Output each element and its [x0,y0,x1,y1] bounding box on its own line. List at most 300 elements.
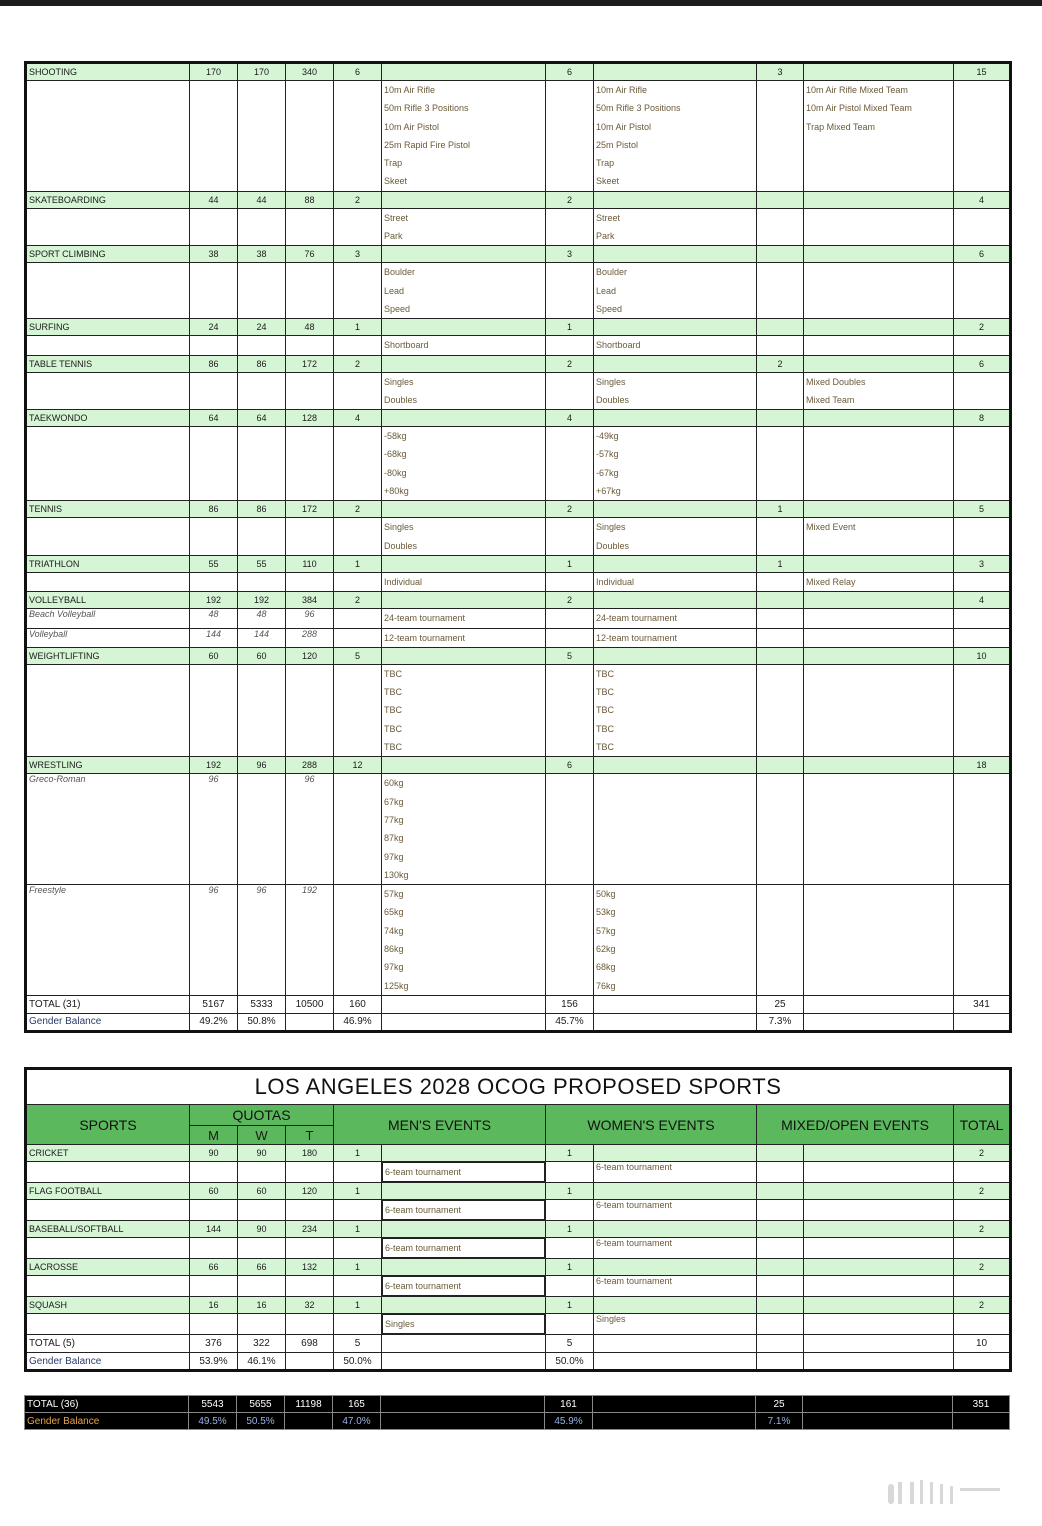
blank-cell [382,501,546,518]
total-label: TOTAL (31) [26,995,190,1013]
event-item: 130kg [384,869,409,880]
event-item: Shortboard [384,340,429,351]
la-total-events: 10 [954,1335,1011,1353]
la-gender-women-events: 50.0% [546,1353,594,1371]
event-item: TBC [384,668,402,679]
sport-total-events: 2 [954,1297,1011,1314]
blank-cell [286,1200,334,1221]
mixed-event-count [757,410,804,427]
blank-cell [954,1238,1011,1259]
blank-cell [954,572,1011,591]
blank-cell [804,1183,954,1200]
blank-cell [757,628,804,647]
blank-cell [334,1238,382,1259]
men-quota: 44 [190,191,238,208]
men-event-count: 1 [334,1297,382,1314]
total-quota: 180 [286,1145,334,1162]
blank-cell [334,208,382,246]
mixed-events-list [804,518,954,556]
blank-cell [954,518,1011,556]
event-item: Trap [384,158,403,169]
women-event-count: 1 [546,1221,594,1238]
grand-total-women-quota: 5655 [237,1396,285,1413]
event-item: Singles [384,522,414,533]
blank-cell [804,1200,954,1221]
women-quota: 16 [238,1297,286,1314]
la-total-women-events: 5 [546,1335,594,1353]
sport-total-events: 2 [954,1183,1011,1200]
mixed-events-list [804,628,954,647]
discipline-men-quota [190,572,238,591]
event-item: 25m Rapid Fire Pistol [384,139,471,150]
discipline-women-quota [238,263,286,319]
men-events-list [382,518,546,556]
blank-cell [546,372,594,410]
women-event-count: 6 [546,757,594,774]
blank-cell [382,757,546,774]
header-t: T [286,1126,334,1145]
la2028-table-title: LOS ANGELES 2028 OCOG PROPOSED SPORTS [26,1069,1011,1105]
event-item: Doubles [384,394,418,405]
mixed-event-count [757,647,804,664]
men-events-list [382,263,546,319]
blank-cell [382,1297,546,1314]
women-event-count: 4 [546,410,594,427]
discipline-row [26,263,1011,319]
sport-name: FLAG FOOTBALL [26,1183,190,1200]
sport-row [26,319,1011,336]
blank-cell [757,372,804,410]
blank-cell [757,1145,804,1162]
mixed-event-count [757,757,804,774]
sport-name: SURFING [26,319,190,336]
header-m: M [190,1126,238,1145]
discipline-men-quota: 96 [190,885,238,996]
gender-men-quota: 49.2% [190,1013,238,1031]
men-quota: 38 [190,246,238,263]
women-event: 6-team tournament [594,1200,757,1221]
blank-cell [757,208,804,246]
blank-cell [804,1162,954,1183]
total-events: 341 [954,995,1011,1013]
total-quota: 288 [286,757,334,774]
men-event-count: 1 [334,1145,382,1162]
event-item: 77kg [384,814,404,825]
women-events-list [594,774,757,885]
total-quota: 76 [286,246,334,263]
men-event-count: 2 [334,501,382,518]
mixed-event-count [757,246,804,263]
event-item: Park [384,231,403,242]
grand-total-row [25,1396,1010,1413]
men-event-count: 6 [334,63,382,81]
men-quota: 192 [190,757,238,774]
event-item: Singles [596,376,626,387]
blank-cell [594,757,757,774]
event-item: 62kg [596,943,616,954]
men-event-count: 12 [334,757,382,774]
blank-cell [546,1276,594,1297]
event-item: 68kg [596,962,616,973]
blank-cell [804,1276,954,1297]
blank-cell [954,263,1011,319]
discipline-men-quota [190,518,238,556]
men-quota: 144 [190,1221,238,1238]
women-event: 6-team tournament [594,1238,757,1259]
women-events-list [594,518,757,556]
blank-cell [954,1162,1011,1183]
blank-cell [334,628,382,647]
mixed-events-list [804,208,954,246]
sport-row [26,410,1011,427]
discipline-total-quota: 288 [286,628,334,647]
event-item: -67kg [596,467,619,478]
blank-cell [757,427,804,501]
event-item: 86kg [384,943,404,954]
blank-cell [804,592,954,609]
women-event-count: 2 [546,501,594,518]
total-quota: 234 [286,1221,334,1238]
discipline-women-quota [238,81,286,192]
women-event-count: 5 [546,647,594,664]
la-total-men-events: 5 [334,1335,382,1353]
event-item: TBC [384,705,402,716]
mixed-events-list [804,609,954,628]
men-event: 6-team tournament [382,1276,545,1296]
sport-total-events: 3 [954,555,1011,572]
la-sport-row [26,1145,1011,1162]
women-quota: 66 [238,1259,286,1276]
discipline-name [26,208,190,246]
blank-cell [954,628,1011,647]
blank-cell [954,885,1011,996]
blank-cell [286,1314,334,1335]
blank-cell [238,1200,286,1221]
blank-cell [594,1297,757,1314]
men-event-count: 5 [334,647,382,664]
mixed-events-list [804,885,954,996]
sports-table-body [26,63,1011,996]
men-events-list [382,336,546,355]
blank-cell [954,664,1011,756]
la-event-row [26,1238,1011,1259]
event-item: Trap [596,158,615,169]
la-event-row [26,1276,1011,1297]
women-event: 6-team tournament [594,1276,757,1297]
men-quota: 86 [190,355,238,372]
gender-balance-row [26,1013,1011,1031]
mixed-events-list [804,372,954,410]
men-event-count: 1 [334,1221,382,1238]
event-item: 57kg [596,925,616,936]
blank-cell [382,63,546,81]
discipline-women-quota [238,372,286,410]
sport-name: SPORT CLIMBING [26,246,190,263]
blank-cell [286,1238,334,1259]
discipline-men-quota [190,81,238,192]
blank-cell [190,1238,238,1259]
grand-total-label: TOTAL (36) [25,1396,189,1413]
blank-cell [594,246,757,263]
discipline-women-quota: 48 [238,609,286,628]
blank-cell [757,1238,804,1259]
men-quota: 16 [190,1297,238,1314]
mixed-event-count [757,319,804,336]
event-item: -57kg [596,449,619,460]
blank-cell [546,885,594,996]
sport-name: TRIATHLON [26,555,190,572]
sport-total-events: 4 [954,592,1011,609]
women-events-list [594,372,757,410]
blank-cell [804,555,954,572]
header-sports: SPORTS [26,1105,190,1145]
gender-women-events: 45.7% [546,1013,594,1031]
blank-cell [382,191,546,208]
women-quota: 60 [238,647,286,664]
women-event-count: 2 [546,592,594,609]
discipline-row [26,609,1011,628]
blank-cell [804,355,954,372]
sport-total-events: 10 [954,647,1011,664]
blank-cell [804,246,954,263]
sport-total-events: 5 [954,501,1011,518]
total-quota: 120 [286,647,334,664]
sport-total-events: 2 [954,1145,1011,1162]
mixed-events-list [804,664,954,756]
blank-cell [26,1162,190,1183]
discipline-men-quota [190,427,238,501]
blank-cell [382,355,546,372]
men-events-list [382,774,546,885]
la-total-men-quota: 376 [190,1335,238,1353]
discipline-name [26,427,190,501]
blank-cell [804,1145,954,1162]
mixed-events-list [804,263,954,319]
blank-cell [382,319,546,336]
blank-cell [757,609,804,628]
total-quota: 48 [286,319,334,336]
la-total-quota: 698 [286,1335,334,1353]
men-quota: 90 [190,1145,238,1162]
sports-table [24,61,1012,1033]
women-quota: 55 [238,555,286,572]
blank-cell [954,208,1011,246]
event-item: TBC [596,668,614,679]
la-event-row [26,1162,1011,1183]
total-quota: 132 [286,1259,334,1276]
discipline-name [26,81,190,192]
discipline-men-quota [190,208,238,246]
blank-cell [286,1162,334,1183]
blank-cell [334,885,382,996]
sport-total-events: 15 [954,63,1011,81]
sport-total-events: 4 [954,191,1011,208]
event-item: Street [596,212,621,223]
la-gender-balance-label: Gender Balance [26,1353,190,1371]
blank-cell [334,609,382,628]
header-mens-events: MEN'S EVENTS [334,1105,546,1145]
blank-cell [757,1276,804,1297]
blank-cell [382,592,546,609]
total-quota: 128 [286,410,334,427]
event-item: Skeet [384,176,408,187]
discipline-name: Volleyball [26,628,190,647]
total-quota: 88 [286,191,334,208]
grand-total-table [24,1395,1010,1430]
men-events-list [382,664,546,756]
event-item: TBC [384,723,402,734]
grand-total-women-events: 161 [545,1396,593,1413]
sport-row [26,757,1011,774]
blank-cell [334,1276,382,1297]
blank-cell [757,1221,804,1238]
la2028-proposed-sports-table [24,1067,1012,1372]
women-events-list [594,664,757,756]
blank-cell [334,1162,382,1183]
women-event: 6-team tournament [594,1162,757,1183]
women-quota: 90 [238,1221,286,1238]
men-events-list [382,609,546,628]
blank-cell [334,372,382,410]
grand-total-quota: 11198 [285,1396,333,1413]
event-item: -68kg [384,449,407,460]
grand-gender-men-events: 47.0% [333,1413,381,1430]
event-item: 60kg [384,778,404,789]
blank-cell [804,501,954,518]
total-women-quota: 5333 [238,995,286,1013]
event-item: 10m Air Pistol [384,121,440,132]
sport-name: WEIGHTLIFTING [26,647,190,664]
men-quota: 55 [190,555,238,572]
event-item: 87kg [384,833,404,844]
discipline-total-quota [286,336,334,355]
la-gender-men-quota: 53.9% [190,1353,238,1371]
blank-cell [334,572,382,591]
blank-cell [334,518,382,556]
women-events-list [594,81,757,192]
mixed-event-count: 3 [757,63,804,81]
women-event-count: 1 [546,1259,594,1276]
men-events-list [382,628,546,647]
total-quota: 340 [286,63,334,81]
sport-row [26,647,1011,664]
blank-cell [382,1145,546,1162]
blank-cell [546,518,594,556]
event-item: 53kg [596,907,616,918]
blank-cell [334,336,382,355]
event-item: 97kg [384,851,404,862]
blank-cell [190,1276,238,1297]
mixed-event-count: 1 [757,501,804,518]
event-item: TBC [596,723,614,734]
sport-name: VOLLEYBALL [26,592,190,609]
grand-gender-balance-label: Gender Balance [25,1413,189,1430]
discipline-women-quota [238,427,286,501]
event-item: Individual [596,576,635,587]
discipline-women-quota: 96 [238,885,286,996]
sport-name: SQUASH [26,1297,190,1314]
blank-cell [757,885,804,996]
sport-total-events: 8 [954,410,1011,427]
blank-cell [757,518,804,556]
discipline-name [26,372,190,410]
blank-cell [804,191,954,208]
blank-cell [757,81,804,192]
total-quota: 172 [286,355,334,372]
blank-cell [26,1314,190,1335]
blank-cell [238,1238,286,1259]
event-item: Doubles [596,394,630,405]
blank-cell [190,1162,238,1183]
blank-cell [594,319,757,336]
blank-cell [757,664,804,756]
sport-name: LACROSSE [26,1259,190,1276]
blank-cell [334,1200,382,1221]
total-quota: 120 [286,1183,334,1200]
men-events-list [382,208,546,246]
event-item: 25m Pistol [596,139,639,150]
mixed-event-count [757,592,804,609]
blank-cell [804,1238,954,1259]
women-quota: 90 [238,1145,286,1162]
event-item: 10m Air Pistol [596,121,652,132]
blank-cell [954,336,1011,355]
event-item: 10m Air Rifle [596,85,648,95]
grand-gender-women-events: 45.9% [545,1413,593,1430]
event-item: 10m Air Rifle Mixed Team [806,85,908,95]
sport-name: BASEBALL/SOFTBALL [26,1221,190,1238]
sport-total-events: 6 [954,355,1011,372]
blank-cell [594,355,757,372]
event-item: 10m Air Pistol Mixed Team [806,103,912,114]
blank-cell [954,609,1011,628]
event-item: TBC [384,742,402,753]
men-quota: 66 [190,1259,238,1276]
men-event-count: 1 [334,1259,382,1276]
women-events-list [594,885,757,996]
blank-cell [546,1238,594,1259]
header-total: TOTAL [954,1105,1011,1145]
blank-cell [594,592,757,609]
total-quota: 384 [286,592,334,609]
discipline-total-quota: 96 [286,774,334,885]
men-event-count: 2 [334,592,382,609]
women-events-list [594,609,757,628]
discipline-women-quota [238,664,286,756]
event-item: 12-team tournament [384,632,466,643]
discipline-row [26,885,1011,996]
total-quota: 110 [286,555,334,572]
total-men-events: 160 [334,995,382,1013]
blank-cell [757,263,804,319]
women-events-list [594,208,757,246]
blank-cell [286,1276,334,1297]
blank-cell [804,319,954,336]
discipline-name: Greco-Roman [26,774,190,885]
sport-name: TABLE TENNIS [26,355,190,372]
blank-cell [757,1259,804,1276]
blank-cell [382,246,546,263]
event-item: Street [384,212,409,223]
discipline-total-quota [286,372,334,410]
blank-cell [546,1314,594,1335]
blank-cell [546,774,594,885]
header-w: W [238,1126,286,1145]
blank-cell [238,1162,286,1183]
women-quota: 64 [238,410,286,427]
mixed-event-count: 1 [757,555,804,572]
blank-cell [594,1183,757,1200]
